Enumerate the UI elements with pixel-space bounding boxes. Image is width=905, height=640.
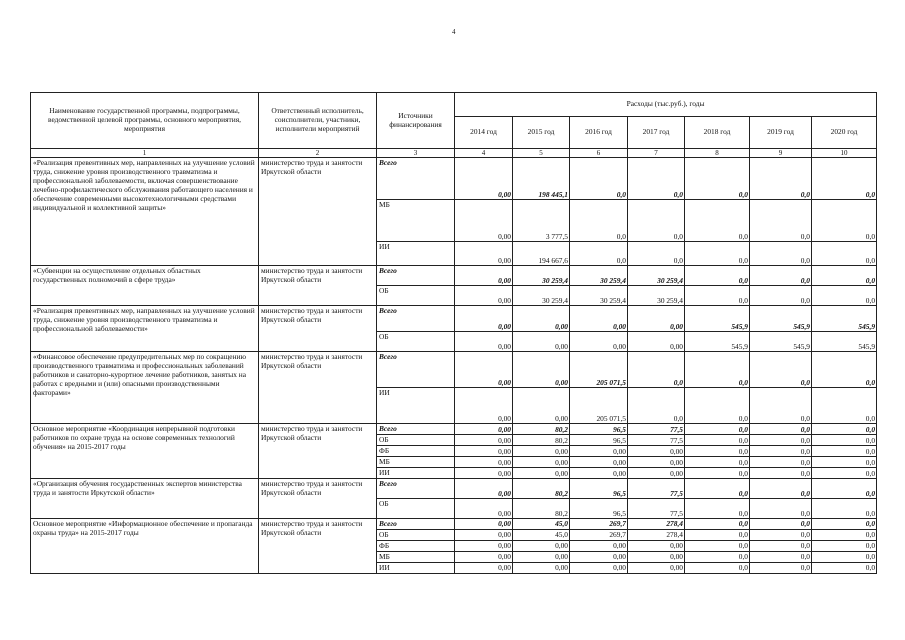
expense-value: 0,00 xyxy=(455,306,513,332)
expense-value: 0,0 xyxy=(750,388,812,424)
funding-source: ИИ xyxy=(377,468,455,479)
table-row xyxy=(31,519,877,530)
expense-value: 0,0 xyxy=(812,499,877,519)
expense-value: 77,5 xyxy=(628,424,685,435)
expense-value: 30 259,4 xyxy=(570,266,628,286)
expense-value: 0,00 xyxy=(513,457,570,468)
expense-value: 0,0 xyxy=(685,541,750,552)
expense-value: 0,00 xyxy=(513,562,570,573)
expense-value: 0,0 xyxy=(750,242,812,266)
measure-name: Основное мероприятие «Координация непрерывной подготовки работников по охране труда на основе современных технологий обучения» на 2015-2017 годы xyxy=(31,424,259,479)
expense-value: 0,0 xyxy=(750,530,812,541)
expense-value: 0,00 xyxy=(570,468,628,479)
expense-value: 0,0 xyxy=(685,158,750,200)
header-year: 2016 год xyxy=(570,117,628,149)
funding-source: ИИ xyxy=(377,562,455,573)
expense-value: 0,0 xyxy=(750,519,812,530)
expense-value: 96,5 xyxy=(570,499,628,519)
expense-value: 0,00 xyxy=(628,541,685,552)
funding-source: Всего xyxy=(377,424,455,435)
funding-source: ОБ xyxy=(377,499,455,519)
funding-source: МБ xyxy=(377,457,455,468)
expense-value: 0,0 xyxy=(750,552,812,563)
expense-value: 0,00 xyxy=(513,541,570,552)
responsible-executor: министерство труда и занятости Иркутской области xyxy=(259,306,377,352)
expense-value: 0,00 xyxy=(455,468,513,479)
measure-name: «Реализация превентивных мер, направленных на улучшение условий труда, снижение уровня производственного травматизма и профессиональной заболеваемости, включая совершенствование лечебно-профилактического обслуживания работающего населения и обеспечение современными высокотехнологичными средствами индивидуальной и коллективной защиты» xyxy=(31,158,259,266)
expense-value: 0,00 xyxy=(628,552,685,563)
col-number: 9 xyxy=(750,149,812,158)
funding-source: ОБ xyxy=(377,286,455,306)
col-number: 5 xyxy=(513,149,570,158)
expense-value: 96,5 xyxy=(570,479,628,499)
responsible-executor: министерство труда и занятости Иркутской области xyxy=(259,158,377,266)
header-expenses: Расходы (тыс.руб.), годы xyxy=(455,93,877,117)
expense-value: 0,0 xyxy=(685,552,750,563)
expense-value: 0,00 xyxy=(513,388,570,424)
expense-value: 0,0 xyxy=(628,158,685,200)
expense-value: 0,00 xyxy=(455,332,513,352)
expense-value: 0,00 xyxy=(570,552,628,563)
col-number: 2 xyxy=(259,149,377,158)
expense-value: 0,00 xyxy=(455,552,513,563)
expense-value: 0,0 xyxy=(750,457,812,468)
funding-source: ОБ xyxy=(377,530,455,541)
expense-value: 0,00 xyxy=(628,468,685,479)
expense-value: 0,00 xyxy=(570,562,628,573)
expense-value: 278,4 xyxy=(628,530,685,541)
expense-value: 0,0 xyxy=(685,388,750,424)
expense-value: 205 071,5 xyxy=(570,388,628,424)
funding-source: Всего xyxy=(377,306,455,332)
expense-value: 0,00 xyxy=(570,541,628,552)
expense-value: 0,0 xyxy=(812,530,877,541)
measure-name: «Субвенции на осуществление отдельных областных государственных полномочий в сфере труда» xyxy=(31,266,259,306)
expense-value: 0,0 xyxy=(750,200,812,242)
expense-value: 0,0 xyxy=(812,242,877,266)
table-row xyxy=(31,352,877,388)
responsible-executor: министерство труда и занятости Иркутской области xyxy=(259,266,377,306)
expense-value: 545,9 xyxy=(750,332,812,352)
expense-value: 194 667,6 xyxy=(513,242,570,266)
expense-value: 80,2 xyxy=(513,435,570,446)
expense-value: 0,00 xyxy=(570,457,628,468)
expense-value: 0,0 xyxy=(812,266,877,286)
expense-value: 0,0 xyxy=(750,479,812,499)
expense-value: 0,0 xyxy=(628,352,685,388)
funding-source: МБ xyxy=(377,200,455,242)
expense-value: 0,0 xyxy=(750,446,812,457)
expense-value: 0,0 xyxy=(812,200,877,242)
expense-value: 0,0 xyxy=(750,562,812,573)
funding-source: МБ xyxy=(377,552,455,563)
expense-value: 0,0 xyxy=(685,266,750,286)
expense-value: 0,00 xyxy=(455,388,513,424)
header-year: 2015 год xyxy=(513,117,570,149)
expense-value: 0,00 xyxy=(455,435,513,446)
funding-source: Всего xyxy=(377,479,455,499)
expense-value: 0,0 xyxy=(750,435,812,446)
expense-value: 0,00 xyxy=(455,479,513,499)
col-number: 8 xyxy=(685,149,750,158)
expense-value: 0,00 xyxy=(628,306,685,332)
expense-value: 30 259,4 xyxy=(513,286,570,306)
funding-source: Всего xyxy=(377,266,455,286)
expense-value: 0,00 xyxy=(455,562,513,573)
measure-name: «Организация обучения государственных экспертов министерства труда и занятости Иркутской области» xyxy=(31,479,259,519)
expense-value: 0,0 xyxy=(812,468,877,479)
expense-value: 45,0 xyxy=(513,519,570,530)
funding-source: Всего xyxy=(377,352,455,388)
responsible-executor: министерство труда и занятости Иркутской области xyxy=(259,352,377,424)
expense-value: 0,00 xyxy=(513,332,570,352)
col-number: 3 xyxy=(377,149,455,158)
col-number: 1 xyxy=(31,149,259,158)
table-body xyxy=(31,158,877,573)
expense-value: 0,0 xyxy=(750,541,812,552)
expense-value: 30 259,4 xyxy=(570,286,628,306)
expense-value: 3 777,5 xyxy=(513,200,570,242)
expense-value: 205 071,5 xyxy=(570,352,628,388)
expense-value: 0,0 xyxy=(812,552,877,563)
expense-value: 545,9 xyxy=(685,332,750,352)
funding-source: ФБ xyxy=(377,541,455,552)
expense-value: 0,00 xyxy=(455,519,513,530)
expense-value: 0,0 xyxy=(685,499,750,519)
expense-value: 80,2 xyxy=(513,479,570,499)
expense-value: 0,00 xyxy=(628,446,685,457)
expense-value: 0,0 xyxy=(570,158,628,200)
expense-value: 0,0 xyxy=(685,562,750,573)
expense-value: 0,0 xyxy=(750,499,812,519)
expense-value: 0,0 xyxy=(812,435,877,446)
funding-source: ИИ xyxy=(377,242,455,266)
expense-value: 0,0 xyxy=(812,352,877,388)
table-row xyxy=(31,266,877,286)
expense-value: 0,0 xyxy=(685,242,750,266)
expense-value: 30 259,4 xyxy=(628,286,685,306)
expense-value: 0,00 xyxy=(455,266,513,286)
expense-value: 0,0 xyxy=(628,242,685,266)
expense-value: 0,0 xyxy=(685,424,750,435)
expense-value: 0,0 xyxy=(685,468,750,479)
table-row xyxy=(31,306,877,332)
header-year: 2014 год xyxy=(455,117,513,149)
expense-value: 545,9 xyxy=(685,306,750,332)
expense-value: 77,5 xyxy=(628,499,685,519)
expense-value: 0,00 xyxy=(455,499,513,519)
expense-value: 0,00 xyxy=(455,424,513,435)
col-number: 10 xyxy=(812,149,877,158)
expense-value: 0,0 xyxy=(812,446,877,457)
expense-value: 0,00 xyxy=(570,446,628,457)
expense-value: 0,0 xyxy=(750,266,812,286)
responsible-executor: министерство труда и занятости Иркутской области xyxy=(259,479,377,519)
expense-value: 0,0 xyxy=(812,388,877,424)
expense-value: 30 259,4 xyxy=(513,266,570,286)
col-number: 4 xyxy=(455,149,513,158)
expense-value: 0,00 xyxy=(455,541,513,552)
expense-value: 0,0 xyxy=(685,200,750,242)
expense-value: 0,0 xyxy=(750,286,812,306)
expense-value: 0,0 xyxy=(750,468,812,479)
responsible-executor: министерство труда и занятости Иркутской области xyxy=(259,519,377,573)
col-number: 6 xyxy=(570,149,628,158)
expense-value: 77,5 xyxy=(628,435,685,446)
expense-value: 0,00 xyxy=(455,200,513,242)
table-row xyxy=(31,158,877,200)
expense-value: 0,0 xyxy=(812,479,877,499)
header-year: 2018 год xyxy=(685,117,750,149)
expense-value: 0,00 xyxy=(513,552,570,563)
funding-source: ОБ xyxy=(377,332,455,352)
expense-value: 0,00 xyxy=(455,446,513,457)
header-year: 2020 год xyxy=(812,117,877,149)
expense-value: 0,00 xyxy=(570,332,628,352)
expense-value: 0,00 xyxy=(628,332,685,352)
expense-value: 545,9 xyxy=(812,332,877,352)
table-row xyxy=(31,479,877,499)
expense-value: 545,9 xyxy=(812,306,877,332)
header-year: 2019 год xyxy=(750,117,812,149)
expense-value: 0,0 xyxy=(685,519,750,530)
expense-value: 0,0 xyxy=(628,200,685,242)
expense-value: 0,0 xyxy=(812,457,877,468)
expense-value: 0,0 xyxy=(685,446,750,457)
expense-value: 0,0 xyxy=(570,200,628,242)
expense-value: 0,00 xyxy=(513,468,570,479)
expense-value: 0,0 xyxy=(685,530,750,541)
expense-value: 0,0 xyxy=(570,242,628,266)
funding-source: ФБ xyxy=(377,446,455,457)
expense-value: 0,00 xyxy=(628,562,685,573)
header-sources: Источники финансирования xyxy=(377,93,455,149)
expense-value: 0,0 xyxy=(812,424,877,435)
expense-value: 0,00 xyxy=(455,457,513,468)
expense-value: 0,00 xyxy=(513,306,570,332)
measure-name: Основное мероприятие «Информационное обеспечение и пропаганда охраны труда» на 2015-2017 годы xyxy=(31,519,259,573)
expense-value: 0,0 xyxy=(812,286,877,306)
expense-value: 96,5 xyxy=(570,435,628,446)
responsible-executor: министерство труда и занятости Иркутской области xyxy=(259,424,377,479)
funding-source: ОБ xyxy=(377,435,455,446)
expense-value: 0,00 xyxy=(455,286,513,306)
expense-value: 0,00 xyxy=(570,306,628,332)
expense-value: 0,0 xyxy=(685,479,750,499)
expense-value: 0,0 xyxy=(685,435,750,446)
page-number: 4 xyxy=(452,28,456,36)
funding-source: ИИ xyxy=(377,388,455,424)
expense-value: 278,4 xyxy=(628,519,685,530)
expense-value: 269,7 xyxy=(570,519,628,530)
expense-value: 198 445,1 xyxy=(513,158,570,200)
expense-value: 0,0 xyxy=(685,457,750,468)
expense-value: 0,0 xyxy=(812,562,877,573)
expense-value: 96,5 xyxy=(570,424,628,435)
expense-value: 0,00 xyxy=(455,242,513,266)
expense-value: 0,00 xyxy=(628,457,685,468)
header-responsible: Ответственный исполнитель, соисполнители, участники, исполнители мероприятий xyxy=(259,93,377,149)
expense-value: 0,0 xyxy=(812,158,877,200)
expense-value: 30 259,4 xyxy=(628,266,685,286)
expense-value: 0,0 xyxy=(812,541,877,552)
header-year: 2017 год xyxy=(628,117,685,149)
funding-source: Всего xyxy=(377,158,455,200)
expense-value: 80,2 xyxy=(513,424,570,435)
expense-value: 0,0 xyxy=(685,352,750,388)
expense-value: 80,2 xyxy=(513,499,570,519)
measure-name: «Финансовое обеспечение предупредительных мер по сокращению производственного травматизма и профессиональных заболеваний работников и санаторно-курортное лечение работников, занятых на работах с вредными и (или) опасными производственными факторами» xyxy=(31,352,259,424)
expense-value: 0,00 xyxy=(513,446,570,457)
col-number: 7 xyxy=(628,149,685,158)
funding-source: Всего xyxy=(377,519,455,530)
expense-value: 0,00 xyxy=(455,352,513,388)
expense-value: 0,00 xyxy=(455,530,513,541)
header-name: Наименование государственной программы, подпрограммы, ведомственной целевой программы, основного мероприятия, мероприятия xyxy=(31,93,259,149)
expense-value: 269,7 xyxy=(570,530,628,541)
expense-value: 0,00 xyxy=(455,158,513,200)
measure-name: «Реализация превентивных мер, направленных на улучшение условий труда, снижение уровня производственного травматизма и профессиональной заболеваемости» xyxy=(31,306,259,352)
expense-value: 0,0 xyxy=(685,286,750,306)
budget-table xyxy=(30,92,877,574)
table-row xyxy=(31,424,877,435)
expense-value: 0,0 xyxy=(750,424,812,435)
expense-value: 77,5 xyxy=(628,479,685,499)
expense-value: 45,0 xyxy=(513,530,570,541)
expense-value: 545,9 xyxy=(750,306,812,332)
expense-value: 0,0 xyxy=(750,158,812,200)
expense-value: 0,0 xyxy=(750,352,812,388)
expense-value: 0,0 xyxy=(628,388,685,424)
expense-value: 0,0 xyxy=(812,519,877,530)
expense-value: 0,00 xyxy=(513,352,570,388)
